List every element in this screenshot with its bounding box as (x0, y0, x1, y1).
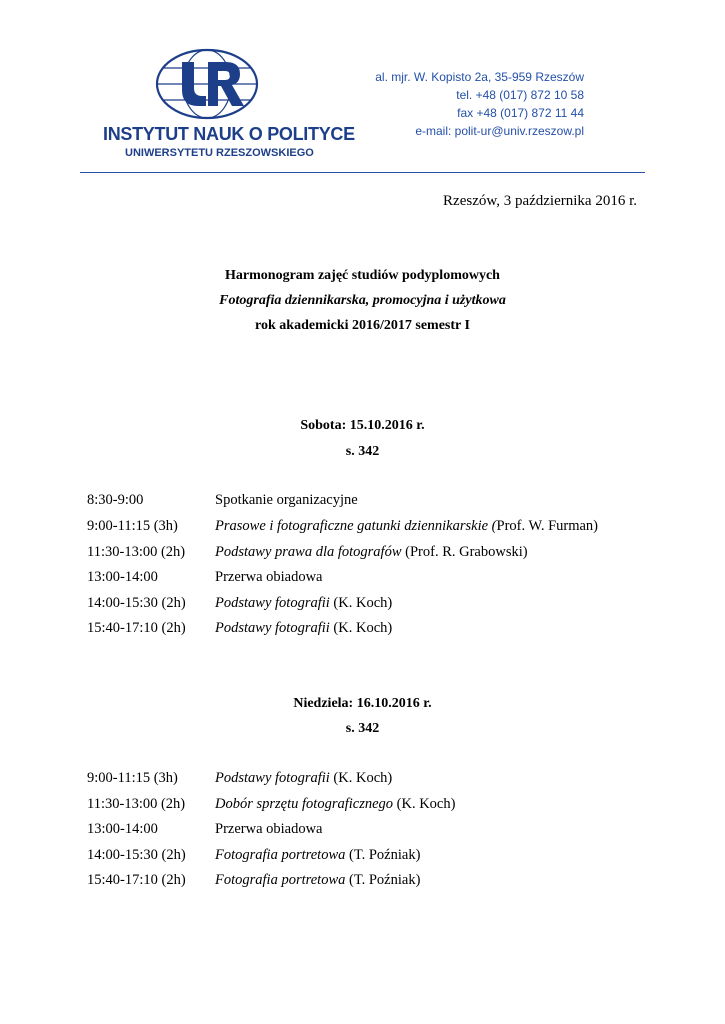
date-line: Rzeszów, 3 października 2016 r. (443, 193, 637, 209)
row-subject: Podstawy fotografii (215, 595, 330, 611)
contact-email[interactable]: e-mail: polit-ur@univ.rzeszow.pl (415, 124, 584, 138)
row-details: (K. Koch) (393, 796, 456, 812)
row-subject: Prasowe i fotograficzne gatunki dziennikarskie ( (215, 518, 497, 534)
schedule-row (87, 569, 323, 586)
row-time: 11:30-13:00 (2h) (87, 796, 186, 812)
globe-logo-icon (152, 44, 262, 124)
row-time: 13:00-14:00 (87, 821, 158, 837)
schedule-row (87, 620, 392, 637)
row-time: 8:30-9:00 (87, 492, 144, 508)
row-time: 11:30-13:00 (2h) (87, 544, 186, 560)
row-details: (K. Koch) (329, 770, 393, 786)
row-time: 14:00-15:30 (2h) (87, 595, 186, 611)
row-time: 14:00-15:30 (2h) (87, 847, 186, 863)
schedule-row (87, 770, 392, 787)
row-details: Przerwa obiadowa (215, 569, 323, 585)
doc-academic-year: rok akademicki 2016/2017 semestr I (255, 318, 470, 333)
row-time: 15:40-17:10 (2h) (87, 872, 186, 888)
contact-address: al. mjr. W. Kopisto 2a, 35-959 Rzeszów (375, 70, 584, 84)
row-time: 9:00-11:15 (3h) (87, 770, 178, 786)
row-details: (T. Poźniak) (345, 847, 421, 863)
schedule-row (87, 595, 392, 612)
row-subject: Podstawy fotografii (215, 770, 330, 786)
schedule-row (87, 492, 358, 509)
header-divider (80, 172, 645, 173)
day-heading: Niedziela: 16.10.2016 r. (293, 696, 432, 711)
row-details: (Prof. R. Grabowski) (401, 544, 528, 560)
row-subject: Fotografia portretowa (215, 872, 346, 888)
contact-phone: tel. +48 (017) 872 10 58 (456, 88, 584, 102)
row-time: 13:00-14:00 (87, 569, 158, 585)
doc-course-name: Fotografia dziennikarska, promocyjna i użytkowa (219, 293, 506, 308)
day-room: s. 342 (345, 721, 380, 736)
day-room: s. 342 (345, 444, 380, 459)
institute-name: INSTYTUT NAUK O POLITYCE (103, 124, 355, 144)
row-details: Spotkanie organizacyjne (215, 492, 358, 508)
contact-fax: fax +48 (017) 872 11 44 (457, 106, 584, 120)
row-subject: Podstawy prawa dla fotografów (215, 544, 402, 560)
institute-subname: UNIWERSYTETU RZESZOWSKIEGO (125, 147, 314, 159)
row-details: Prof. W. Furman) (496, 518, 599, 534)
schedule-row (87, 847, 420, 864)
schedule-row (87, 518, 598, 535)
row-time: 9:00-11:15 (3h) (87, 518, 178, 534)
institute-logo (100, 44, 355, 164)
row-subject: Dobór sprzętu fotograficznego (215, 796, 394, 812)
day-heading: Sobota: 15.10.2016 r. (300, 418, 425, 433)
row-subject: Podstawy fotografii (215, 620, 330, 636)
schedule-row (87, 544, 528, 561)
schedule-row (87, 796, 455, 813)
row-details: Przerwa obiadowa (215, 821, 323, 837)
row-time: 15:40-17:10 (2h) (87, 620, 186, 636)
schedule-row (87, 872, 420, 889)
contact-block (375, 68, 584, 140)
row-subject: Fotografia portretowa (215, 847, 346, 863)
doc-title: Harmonogram zajęć studiów podyplomowych (225, 268, 500, 283)
schedule-row (87, 821, 323, 838)
row-details: (T. Poźniak) (345, 872, 421, 888)
row-details: (K. Koch) (329, 595, 393, 611)
row-details: (K. Koch) (329, 620, 393, 636)
